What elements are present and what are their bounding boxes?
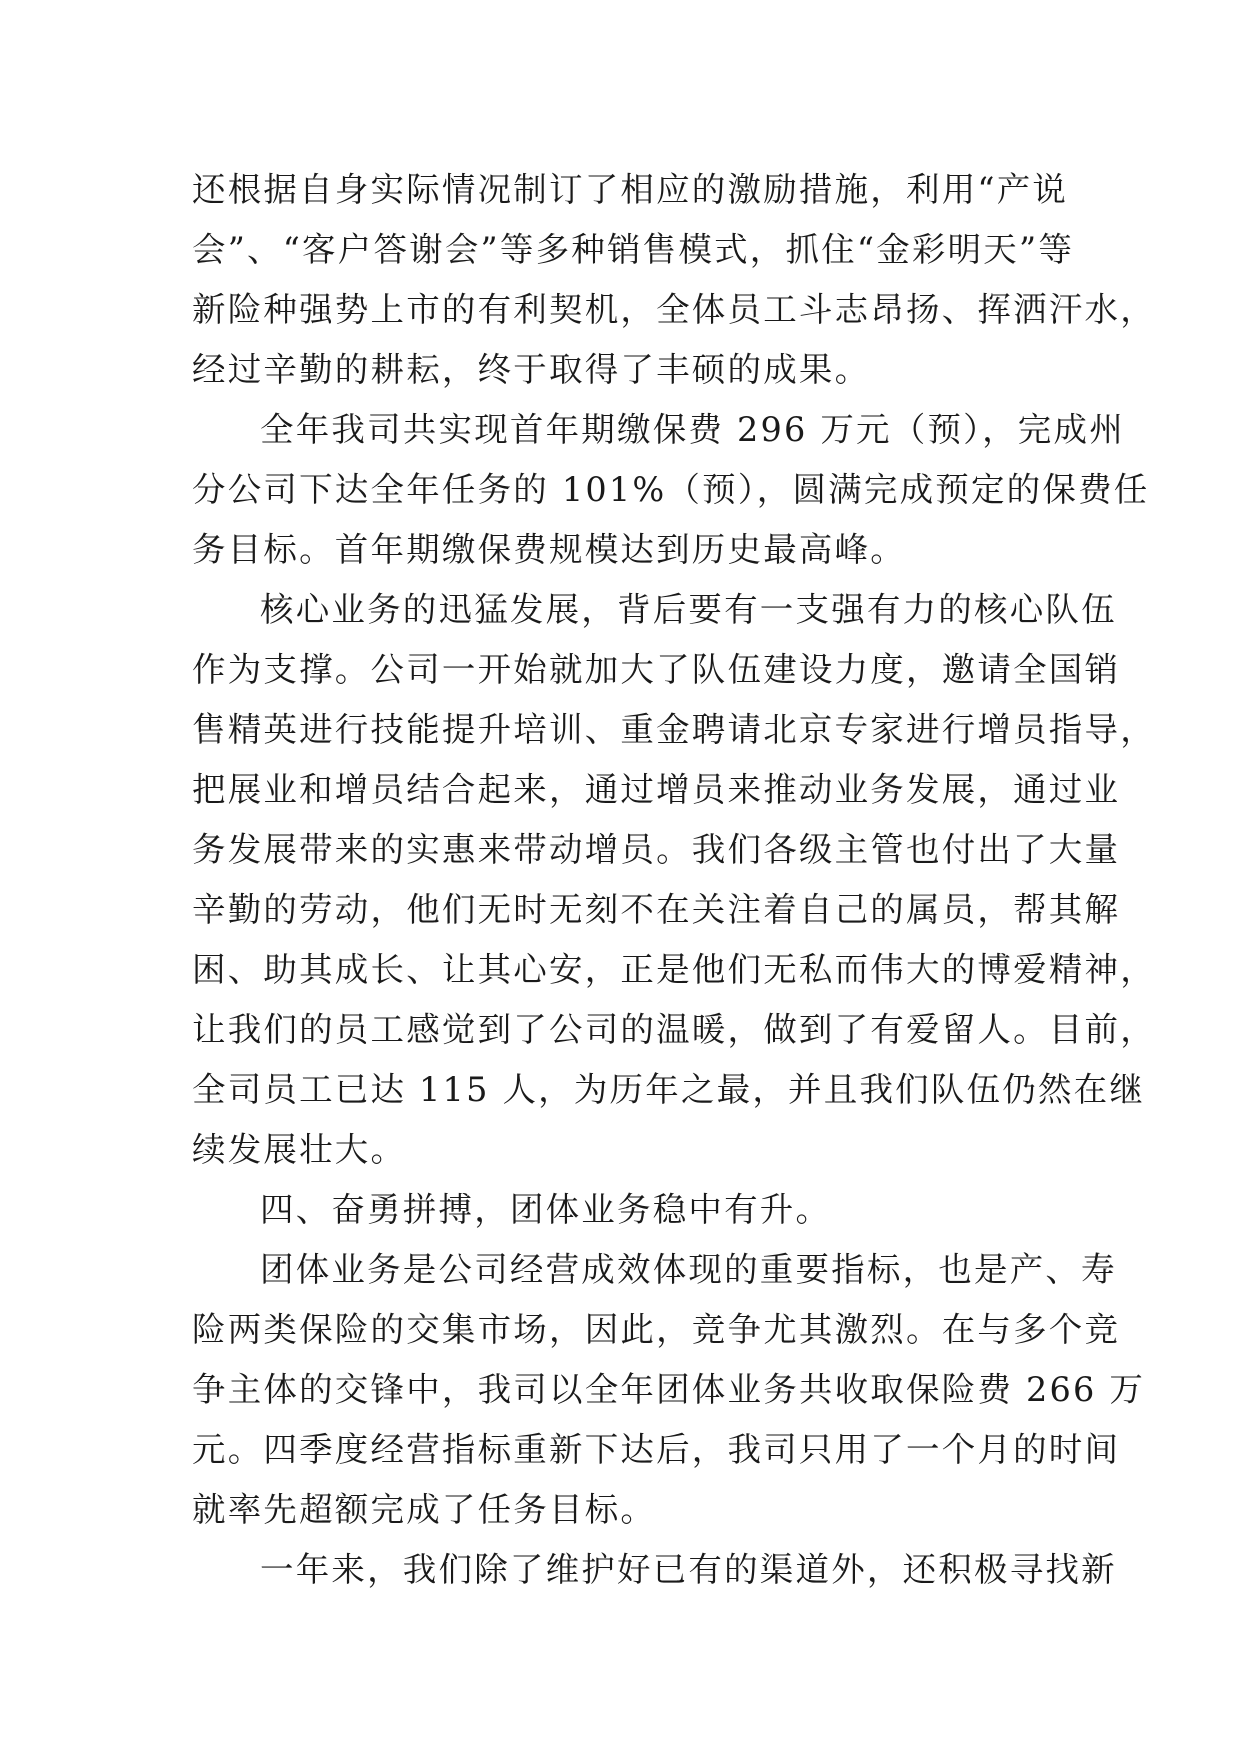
text-line: 还根据自身实际情况制订了相应的激励措施，利用“产说 [192, 170, 1069, 209]
text-line: 新险种强势上市的有利契机，全体员工斗志昂扬、挥洒汗水， [192, 290, 1156, 329]
text-line: 分公司下达全年任务的 101%（预），圆满完成预定的保费任 [192, 470, 1150, 509]
text-line: 全年我司共实现首年期缴保费 296 万元（预），完成州 [260, 410, 1125, 449]
text-line: 务目标。首年期缴保费规模达到历史最高峰。 [192, 530, 906, 569]
text-line: 让我们的员工感觉到了公司的温暖，做到了有爱留人。目前， [192, 1010, 1156, 1049]
text-line: 售精英进行技能提升培训、重金聘请北京专家进行增员指导， [192, 710, 1156, 749]
text-line: 核心业务的迅猛发展，背后要有一支强有力的核心队伍 [260, 590, 1117, 629]
text-line: 争主体的交锋中，我司以全年团体业务共收取保险费 266 万 [192, 1370, 1146, 1409]
text-line: 四、奋勇拼搏，团体业务稳中有升。 [260, 1190, 832, 1229]
text-line: 把展业和增员结合起来，通过增员来推动业务发展，通过业 [192, 770, 1121, 809]
text-line: 元。四季度经营指标重新下达后，我司只用了一个月的时间 [192, 1430, 1121, 1469]
text-line: 全司员工已达 115 人，为历年之最，并且我们队伍仍然在继 [192, 1070, 1146, 1109]
text-line: 困、助其成长、让其心安，正是他们无私而伟大的博爱精神， [192, 950, 1156, 989]
text-line: 务发展带来的实惠来带动增员。我们各级主管也付出了大量 [192, 830, 1121, 869]
text-line: 续发展壮大。 [192, 1130, 407, 1169]
text-line: 团体业务是公司经营成效体现的重要指标，也是产、寿 [260, 1250, 1117, 1289]
text-line: 辛勤的劳动，他们无时无刻不在关注着自己的属员，帮其解 [192, 890, 1121, 929]
body-text [192, 160, 1156, 1600]
text-line: 险两类保险的交集市场，因此，竞争尤其激烈。在与多个竞 [192, 1310, 1121, 1349]
text-line: 会”、“客户答谢会”等多种销售模式，抓住“金彩明天”等 [192, 230, 1075, 269]
text-line: 经过辛勤的耕耘，终于取得了丰硕的成果。 [192, 350, 871, 389]
text-line: 一年来，我们除了维护好已有的渠道外，还积极寻找新 [260, 1550, 1117, 1589]
text-line: 就率先超额完成了任务目标。 [192, 1490, 657, 1529]
text-line: 作为支撑。公司一开始就加大了队伍建设力度，邀请全国销 [192, 650, 1121, 689]
